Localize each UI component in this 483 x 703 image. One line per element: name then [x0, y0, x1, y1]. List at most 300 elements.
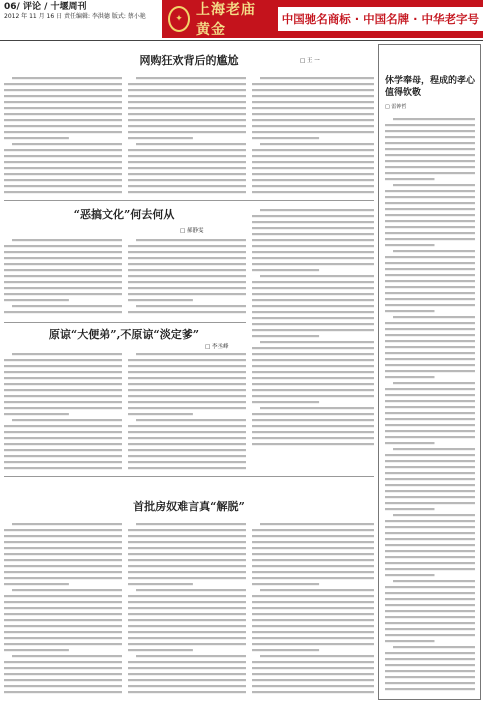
article-body-4b — [128, 520, 246, 696]
text-line — [252, 437, 374, 439]
text-line — [4, 535, 122, 537]
text-line — [385, 340, 475, 342]
text-line — [128, 365, 246, 367]
text-line — [128, 571, 246, 573]
text-line — [252, 553, 374, 555]
article-body-2a — [4, 236, 122, 316]
text-line — [260, 655, 374, 657]
text-line — [128, 191, 246, 193]
text-line — [4, 631, 122, 633]
text-line — [4, 299, 69, 301]
text-line — [4, 613, 122, 615]
text-line — [4, 191, 122, 193]
text-line — [385, 526, 475, 528]
body-text-lines — [252, 206, 374, 446]
text-line — [385, 496, 475, 498]
text-line — [252, 395, 374, 397]
text-line — [252, 299, 374, 301]
text-line — [128, 431, 246, 433]
text-line — [4, 287, 122, 289]
text-line — [4, 565, 122, 567]
text-line — [4, 437, 122, 439]
body-text-lines — [128, 520, 246, 696]
text-line — [4, 251, 122, 253]
text-line — [252, 443, 374, 445]
text-line — [4, 661, 122, 663]
brand-logo-icon: ✦ — [168, 6, 190, 32]
text-line — [4, 131, 122, 133]
text-line — [252, 119, 374, 121]
text-line — [136, 353, 246, 355]
text-line — [252, 191, 374, 193]
text-line — [4, 113, 122, 115]
text-line — [128, 155, 246, 157]
text-line — [385, 292, 475, 294]
text-line — [252, 257, 374, 259]
text-line — [385, 298, 475, 300]
text-line — [385, 556, 475, 558]
text-line — [252, 149, 374, 151]
sidebar-body — [385, 115, 475, 695]
text-line — [252, 347, 374, 349]
text-line — [128, 667, 246, 669]
text-line — [128, 407, 246, 409]
text-line — [128, 613, 246, 615]
text-line — [385, 418, 475, 420]
text-line — [385, 238, 475, 240]
text-line — [128, 149, 246, 151]
ad-banner — [162, 0, 483, 38]
text-line — [393, 250, 475, 252]
text-line — [252, 571, 374, 573]
text-line — [252, 661, 374, 663]
text-line — [128, 281, 246, 283]
text-line — [4, 167, 122, 169]
text-line — [252, 401, 319, 403]
text-line — [4, 101, 122, 103]
article-body-1b — [128, 74, 246, 196]
text-line — [252, 137, 319, 139]
body-text-lines — [252, 74, 374, 196]
text-line — [4, 679, 122, 681]
article-body-1c — [252, 74, 374, 196]
text-line — [12, 589, 122, 591]
text-line — [252, 577, 374, 579]
text-line — [260, 143, 374, 145]
text-line — [128, 179, 246, 181]
text-line — [385, 424, 475, 426]
text-line — [136, 655, 246, 657]
sidebar-byline: □ 雷钟哲 — [385, 104, 407, 110]
body-text-lines — [128, 350, 246, 470]
text-line — [136, 77, 246, 79]
text-line — [4, 577, 122, 579]
text-line — [128, 449, 246, 451]
text-line — [4, 691, 122, 693]
text-line — [4, 667, 122, 669]
text-line — [128, 401, 246, 403]
text-line — [385, 370, 475, 372]
text-line — [4, 529, 122, 531]
text-line — [4, 365, 122, 367]
text-line — [4, 595, 122, 597]
text-line — [128, 275, 246, 277]
article-divider-3 — [4, 476, 374, 477]
text-line — [252, 125, 374, 127]
text-line — [252, 227, 374, 229]
text-line — [385, 274, 475, 276]
text-line — [4, 401, 122, 403]
text-line — [252, 383, 374, 385]
text-line — [385, 142, 475, 144]
text-line — [260, 589, 374, 591]
text-line — [4, 461, 122, 463]
body-text-lines — [4, 350, 122, 470]
text-line — [4, 161, 122, 163]
text-line — [128, 395, 246, 397]
text-line — [385, 520, 475, 522]
text-line — [128, 437, 246, 439]
text-line — [385, 388, 475, 390]
text-line — [393, 316, 475, 318]
text-line — [128, 547, 246, 549]
text-line — [385, 604, 475, 606]
text-line — [252, 631, 374, 633]
article-byline-1: □ 王 一 — [300, 58, 320, 64]
text-line — [252, 317, 374, 319]
text-line — [252, 263, 374, 265]
text-line — [252, 649, 319, 651]
text-line — [385, 502, 475, 504]
text-line — [252, 419, 374, 421]
text-line — [385, 664, 475, 666]
text-line — [385, 262, 475, 264]
text-line — [385, 322, 475, 324]
text-line — [385, 544, 475, 546]
text-line — [252, 679, 374, 681]
text-line — [128, 643, 246, 645]
text-line — [128, 185, 246, 187]
text-line — [4, 455, 122, 457]
page-section-label: 06/ 评论 / 十堰周刊 — [4, 2, 87, 12]
text-line — [252, 239, 374, 241]
text-line — [12, 353, 122, 355]
text-line — [260, 407, 374, 409]
text-line — [4, 407, 122, 409]
text-line — [4, 377, 122, 379]
text-line — [4, 269, 122, 271]
text-line — [252, 673, 374, 675]
body-text-lines — [128, 74, 246, 196]
text-line — [385, 610, 475, 612]
text-line — [4, 637, 122, 639]
text-line — [252, 269, 319, 271]
text-line — [385, 358, 475, 360]
text-line — [4, 263, 122, 265]
text-line — [385, 586, 475, 588]
text-line — [252, 173, 374, 175]
text-line — [128, 299, 193, 301]
body-text-lines — [4, 520, 122, 696]
text-line — [136, 523, 246, 525]
text-line — [128, 425, 246, 427]
text-line — [4, 449, 122, 451]
text-line — [252, 601, 374, 603]
article-body-4c — [252, 520, 374, 696]
text-line — [128, 637, 246, 639]
text-line — [385, 148, 475, 150]
text-line — [385, 154, 475, 156]
text-line — [252, 113, 374, 115]
text-line — [128, 565, 246, 567]
text-line — [252, 365, 374, 367]
text-line — [4, 425, 122, 427]
text-line — [4, 673, 122, 675]
text-line — [385, 430, 475, 432]
text-line — [128, 383, 246, 385]
text-line — [385, 508, 435, 510]
text-line — [128, 311, 246, 313]
text-line — [252, 287, 374, 289]
text-line — [4, 155, 122, 157]
text-line — [252, 583, 319, 585]
text-line — [4, 547, 122, 549]
text-line — [4, 643, 122, 645]
text-line — [4, 443, 122, 445]
text-line — [385, 226, 475, 228]
text-line — [128, 661, 246, 663]
body-text-lines — [4, 236, 122, 316]
text-line — [4, 625, 122, 627]
text-line — [252, 185, 374, 187]
slogan-box — [278, 7, 483, 31]
text-line — [4, 107, 122, 109]
text-line — [136, 589, 246, 591]
text-line — [128, 269, 246, 271]
text-line — [393, 514, 475, 516]
text-line — [385, 568, 475, 570]
text-line — [385, 640, 435, 642]
article-body-2c — [252, 206, 374, 446]
text-line — [4, 185, 122, 187]
text-line — [128, 631, 246, 633]
text-line — [252, 89, 374, 91]
text-line — [260, 275, 374, 277]
text-line — [136, 239, 246, 241]
text-line — [128, 455, 246, 457]
text-line — [252, 281, 374, 283]
text-line — [385, 268, 475, 270]
text-line — [128, 691, 246, 693]
text-line — [252, 245, 374, 247]
text-line — [385, 442, 435, 444]
text-line — [385, 394, 475, 396]
text-line — [385, 124, 475, 126]
text-line — [260, 523, 374, 525]
text-line — [128, 467, 246, 469]
text-line — [252, 233, 374, 235]
text-line — [385, 364, 475, 366]
text-line — [252, 625, 374, 627]
text-line — [128, 601, 246, 603]
text-line — [260, 77, 374, 79]
text-line — [393, 646, 475, 648]
text-line — [136, 305, 246, 307]
text-line — [4, 607, 122, 609]
text-line — [385, 286, 475, 288]
text-line — [4, 619, 122, 621]
text-line — [385, 562, 475, 564]
text-line — [252, 685, 374, 687]
body-text-lines — [252, 520, 374, 696]
text-line — [385, 202, 475, 204]
text-line — [385, 280, 475, 282]
text-line — [128, 95, 246, 97]
article-divider-2 — [4, 322, 246, 323]
brand-slogan: 中国驰名商标 · 中国名牌 · 中华老字号 — [281, 12, 479, 26]
text-line — [385, 400, 475, 402]
text-line — [385, 436, 475, 438]
text-line — [385, 328, 475, 330]
text-line — [4, 649, 69, 651]
text-line — [385, 670, 475, 672]
text-line — [128, 607, 246, 609]
text-line — [385, 676, 475, 678]
text-line — [128, 529, 246, 531]
text-line — [393, 118, 475, 120]
text-line — [252, 215, 374, 217]
text-line — [385, 628, 475, 630]
text-line — [128, 89, 246, 91]
text-line — [4, 119, 122, 121]
text-line — [128, 553, 246, 555]
text-line — [128, 119, 246, 121]
text-line — [385, 304, 475, 306]
text-line — [385, 616, 475, 618]
text-line — [393, 448, 475, 450]
body-text-lines — [4, 74, 122, 196]
text-line — [4, 137, 69, 139]
text-line — [385, 550, 475, 552]
text-line — [128, 161, 246, 163]
text-line — [385, 484, 475, 486]
text-line — [252, 607, 374, 609]
article-title-4: 首批房奴难言真“解脱” — [133, 500, 245, 513]
text-line — [252, 131, 374, 133]
text-line — [12, 305, 122, 307]
text-line — [128, 679, 246, 681]
text-line — [128, 625, 246, 627]
text-line — [128, 293, 246, 295]
text-line — [128, 461, 246, 463]
text-line — [252, 107, 374, 109]
text-line — [12, 239, 122, 241]
text-line — [4, 359, 122, 361]
text-line — [385, 232, 475, 234]
brand-name: 上海老庙黄金 — [196, 2, 257, 38]
text-line — [385, 460, 475, 462]
text-line — [128, 685, 246, 687]
article-byline-3: □ 李丞峰 — [205, 344, 229, 350]
text-line — [128, 595, 246, 597]
text-line — [393, 580, 475, 582]
text-line — [252, 251, 374, 253]
text-line — [385, 166, 475, 168]
text-line — [252, 101, 374, 103]
text-line — [385, 406, 475, 408]
text-line — [12, 143, 122, 145]
text-line — [385, 190, 475, 192]
text-line — [4, 431, 122, 433]
text-line — [252, 643, 374, 645]
text-line — [252, 547, 374, 549]
body-text-lines — [385, 115, 475, 695]
text-line — [252, 691, 374, 693]
text-line — [252, 311, 374, 313]
text-line — [252, 359, 374, 361]
text-line — [128, 113, 246, 115]
text-line — [385, 538, 475, 540]
text-line — [4, 125, 122, 127]
text-line — [385, 592, 475, 594]
text-line — [385, 178, 435, 180]
text-line — [260, 341, 374, 343]
text-line — [252, 95, 374, 97]
text-line — [128, 173, 246, 175]
text-line — [4, 173, 122, 175]
text-line — [385, 220, 475, 222]
text-line — [393, 184, 475, 186]
text-line — [385, 196, 475, 198]
text-line — [128, 371, 246, 373]
text-line — [128, 443, 246, 445]
page-header-left — [4, 2, 154, 38]
text-line — [385, 256, 475, 258]
text-line — [4, 413, 69, 415]
text-line — [128, 583, 193, 585]
text-line — [4, 281, 122, 283]
text-line — [385, 310, 435, 312]
text-line — [12, 77, 122, 79]
text-line — [128, 257, 246, 259]
article-body-3b — [128, 350, 246, 470]
header-divider — [0, 40, 483, 41]
text-line — [128, 649, 193, 651]
text-line — [385, 412, 475, 414]
text-line — [4, 685, 122, 687]
text-line — [136, 143, 246, 145]
article-byline-2: □ 郝静雯 — [180, 228, 204, 234]
date-editors-line: 2012 年 11 月 16 日 责任编辑: 李洪德 版式: 蔡小艳 — [4, 13, 146, 20]
text-line — [4, 395, 122, 397]
text-line — [4, 89, 122, 91]
article-title-3: 原谅“大便弟”,不原谅“淡定爹” — [48, 328, 200, 341]
text-line — [385, 136, 475, 138]
text-line — [385, 490, 475, 492]
text-line — [385, 244, 435, 246]
text-line — [385, 352, 475, 354]
text-line — [128, 251, 246, 253]
text-line — [128, 131, 246, 133]
text-line — [252, 335, 319, 337]
text-line — [128, 377, 246, 379]
text-line — [4, 553, 122, 555]
text-line — [128, 577, 246, 579]
text-line — [385, 130, 475, 132]
text-line — [252, 389, 374, 391]
text-line — [252, 179, 374, 181]
text-line — [385, 160, 475, 162]
